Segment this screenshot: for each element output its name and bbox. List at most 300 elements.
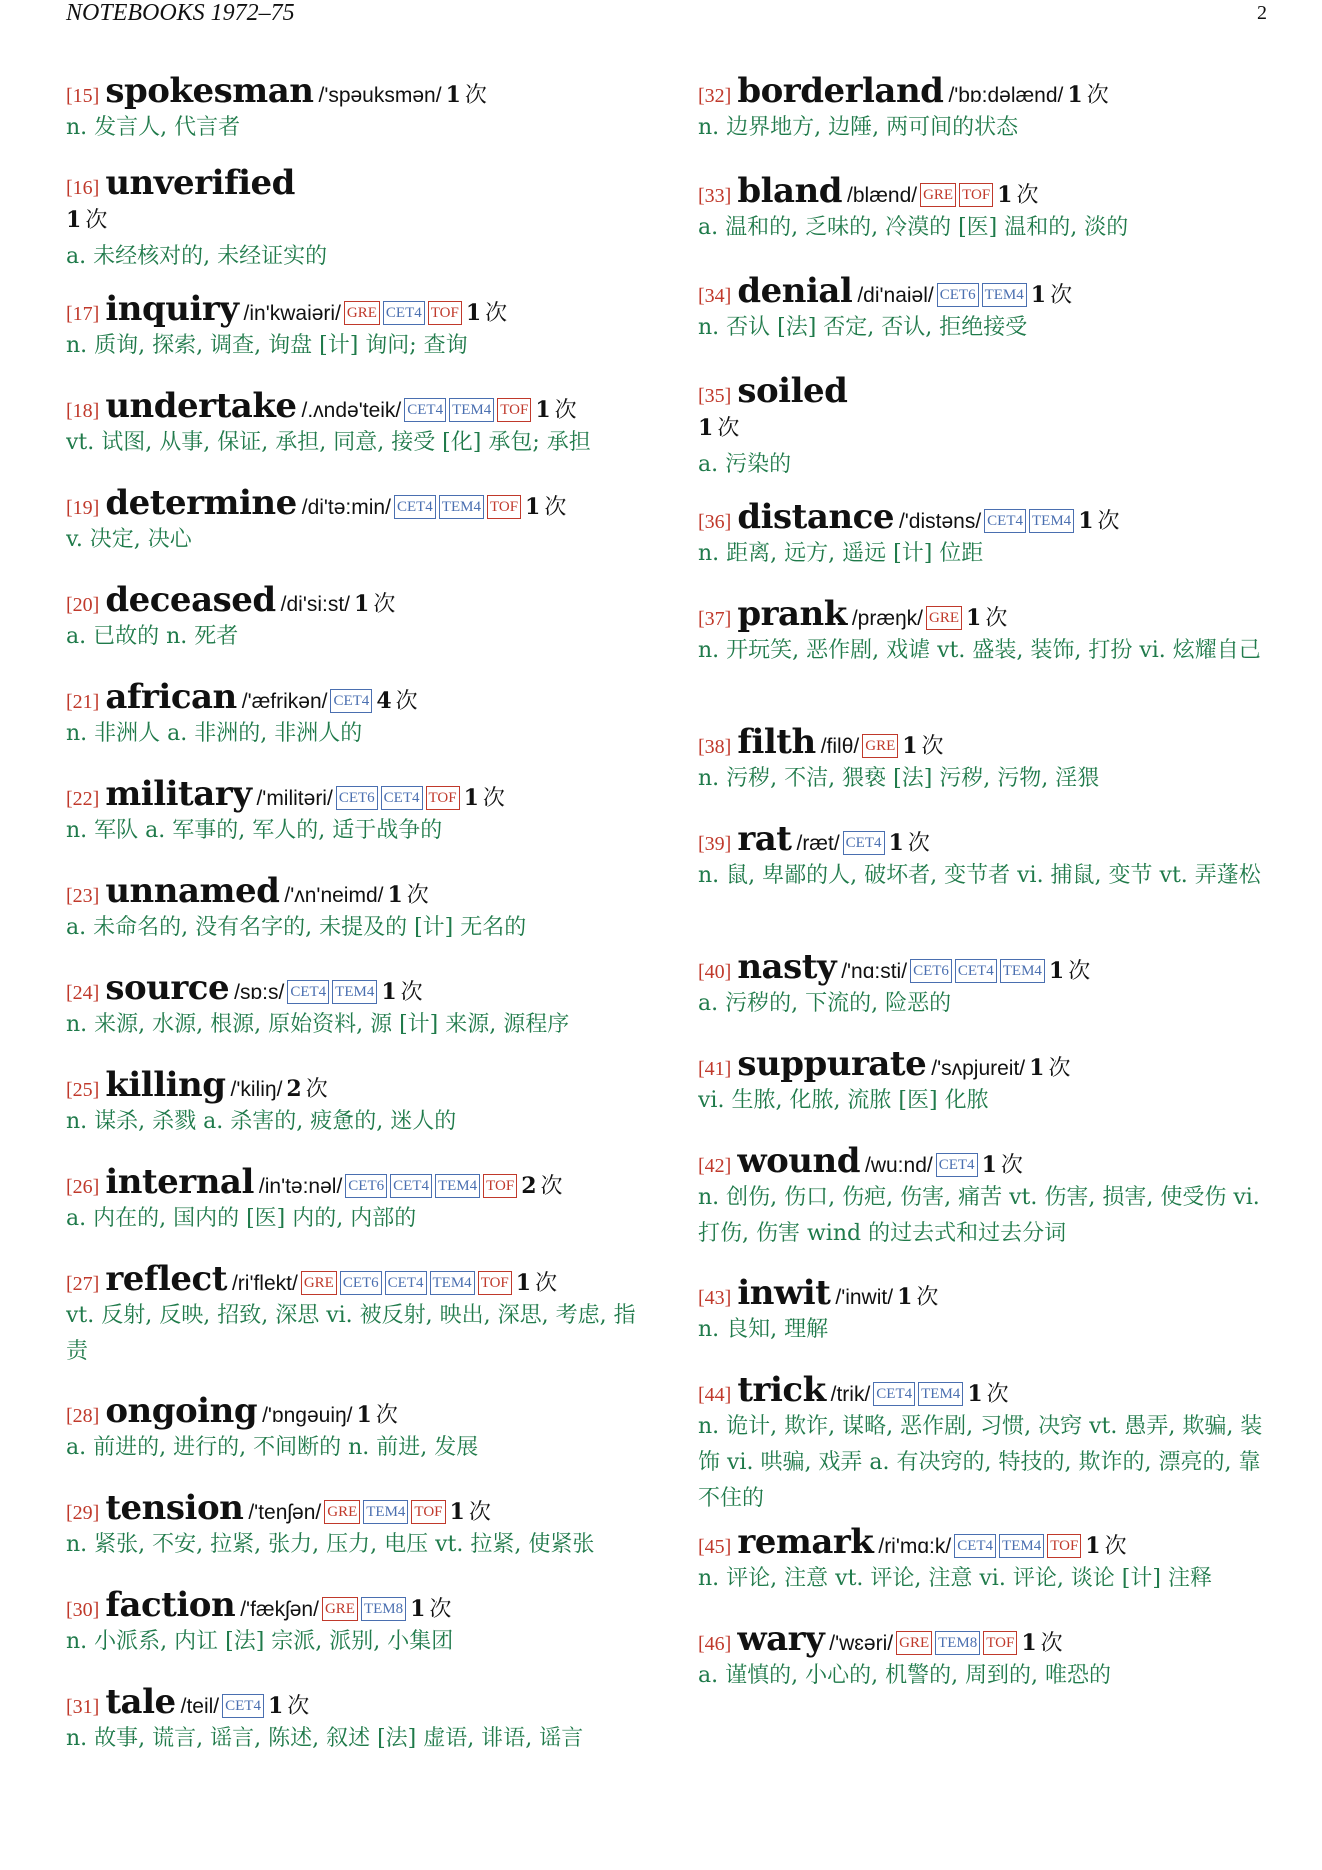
definition: a. 前进的, 进行的, 不间断的 n. 前进, 发展 bbox=[66, 1435, 479, 1460]
count-unit: 次 bbox=[468, 1500, 491, 1525]
definition: n. 发言人, 代言者 bbox=[66, 115, 241, 140]
frequency-count bbox=[1031, 283, 1072, 308]
exam-tag: GRE bbox=[926, 606, 962, 630]
headword: nasty bbox=[737, 948, 837, 987]
definition: n. 鼠, 卑鄙的人, 破坏者, 变节者 vi. 捕鼠, 变节 vt. 弄蓬松 bbox=[698, 863, 1261, 888]
phonetic: /ri'mɑ:k/ bbox=[878, 1535, 952, 1558]
definition: n. 开玩笑, 恶作剧, 戏谑 vt. 盛装, 装饰, 打扮 vi. 炫耀自己 bbox=[698, 638, 1261, 663]
count-unit: 次 bbox=[1048, 1056, 1071, 1081]
definition: n. 距离, 远方, 遥远 [计] 位距 bbox=[698, 541, 984, 566]
definition: a. 污染的 bbox=[698, 452, 792, 477]
definition: n. 非洲人 a. 非洲的, 非洲人的 bbox=[66, 721, 363, 746]
headword: tension bbox=[105, 1489, 244, 1528]
entry-headline bbox=[698, 1620, 1278, 1658]
entry-number: [16] bbox=[66, 177, 100, 199]
phonetic: /'bɒ:dəlænd/ bbox=[948, 84, 1064, 107]
vocab-entry bbox=[698, 948, 1278, 1045]
phonetic: /di'tə:min/ bbox=[301, 496, 391, 519]
frequency-count bbox=[1021, 1631, 1062, 1656]
definition: n. 评论, 注意 vt. 评论, 注意 vi. 评论, 谈论 [计] 注释 bbox=[698, 1566, 1212, 1591]
phonetic: /'tenʃən/ bbox=[248, 1501, 322, 1524]
entry-headline bbox=[66, 969, 646, 1007]
vocab-entry bbox=[698, 272, 1278, 372]
count-value: 1 bbox=[410, 1596, 426, 1622]
frequency-count bbox=[387, 883, 428, 908]
entry-number: [26] bbox=[66, 1176, 100, 1198]
definition: n. 来源, 水源, 根源, 原始资料, 源 [计] 来源, 源程序 bbox=[66, 1012, 570, 1037]
headword: undertake bbox=[105, 387, 297, 426]
count-value: 1 bbox=[463, 785, 479, 811]
entry-number: [18] bbox=[66, 400, 100, 422]
exam-tag: TEM4 bbox=[332, 980, 377, 1004]
frequency-count bbox=[698, 416, 739, 441]
frequency-count bbox=[1067, 83, 1108, 108]
exam-tag: TOF bbox=[411, 1500, 445, 1524]
entry-number: [19] bbox=[66, 497, 100, 519]
definition: vt. 试图, 从事, 保证, 承担, 同意, 接受 [化] 承包; 承担 bbox=[66, 430, 591, 455]
headword: deceased bbox=[105, 581, 276, 620]
entry-headline bbox=[66, 678, 646, 716]
entry-headline bbox=[698, 1274, 1278, 1312]
phonetic: /'sʌpjureit/ bbox=[931, 1057, 1026, 1080]
vocab-entry bbox=[66, 581, 646, 678]
frequency-count bbox=[997, 183, 1038, 208]
vocab-entry bbox=[698, 1274, 1278, 1371]
definition: n. 质询, 探索, 调查, 询盘 [计] 询问; 查询 bbox=[66, 333, 468, 358]
phonetic: /'fækʃən/ bbox=[240, 1598, 319, 1621]
headword: inquiry bbox=[105, 290, 239, 329]
phonetic: /sɒ:s/ bbox=[234, 981, 285, 1004]
exam-tag: TOF bbox=[478, 1271, 512, 1295]
vocab-entry bbox=[66, 1489, 646, 1586]
count-value: 1 bbox=[267, 1693, 284, 1719]
count-value: 1 bbox=[525, 494, 541, 520]
vocab-entry bbox=[66, 72, 646, 164]
exam-tag: CET6 bbox=[340, 1271, 382, 1295]
exam-tag: TEM4 bbox=[999, 1534, 1044, 1558]
entry-headline bbox=[66, 1392, 646, 1430]
count-unit: 次 bbox=[429, 1597, 452, 1622]
definition: v. 决定, 决心 bbox=[66, 527, 192, 552]
entry-headline bbox=[66, 581, 646, 619]
exam-tag: GRE bbox=[920, 183, 956, 207]
phonetic: /'kiliŋ/ bbox=[230, 1078, 283, 1101]
entry-number: [42] bbox=[698, 1155, 732, 1177]
definition: n. 边界地方, 边陲, 两可间的状态 bbox=[698, 115, 1019, 140]
vocab-entry bbox=[66, 872, 646, 969]
count-unit: 次 bbox=[544, 495, 567, 520]
definition: a. 未命名的, 没有名字的, 未提及的 [计] 无名的 bbox=[66, 915, 527, 940]
definition: vt. 反射, 反映, 招致, 深思 vi. 被反射, 映出, 深思, 考虑, 指责 bbox=[66, 1303, 636, 1364]
entry-headline bbox=[698, 820, 1278, 858]
frequency-count bbox=[889, 831, 930, 856]
frequency-count bbox=[66, 208, 107, 233]
left-column bbox=[66, 72, 646, 1780]
exam-tag: CET4 bbox=[843, 831, 885, 855]
vocab-entry bbox=[66, 1392, 646, 1489]
frequency-count bbox=[268, 1694, 309, 1719]
exam-tag: TOF bbox=[1047, 1534, 1081, 1558]
definition: n. 良知, 理解 bbox=[698, 1317, 829, 1342]
page-number: 2 bbox=[1257, 2, 1267, 24]
headword: internal bbox=[105, 1163, 254, 1202]
definition: a. 已故的 n. 死者 bbox=[66, 624, 239, 649]
exam-tag: GRE bbox=[322, 1597, 358, 1621]
phonetic: /trik/ bbox=[830, 1383, 871, 1406]
frequency-count bbox=[286, 1077, 327, 1102]
exam-tag: CET4 bbox=[404, 398, 446, 422]
count-unit: 次 bbox=[1000, 1153, 1023, 1178]
exam-tag: CET4 bbox=[955, 959, 997, 983]
phonetic: /'distəns/ bbox=[898, 510, 982, 533]
entry-headline bbox=[698, 595, 1278, 633]
entry-headline bbox=[66, 72, 646, 110]
count-unit: 次 bbox=[985, 606, 1008, 631]
headword: african bbox=[105, 678, 237, 717]
count-unit: 次 bbox=[986, 1382, 1009, 1407]
phonetic: /'nɑ:sti/ bbox=[841, 960, 908, 983]
frequency-count bbox=[1029, 1056, 1070, 1081]
headword: unnamed bbox=[105, 872, 280, 911]
count-unit: 次 bbox=[400, 980, 423, 1005]
headword: determine bbox=[105, 484, 297, 523]
entry-number: [25] bbox=[66, 1079, 100, 1101]
count-unit: 次 bbox=[375, 1403, 398, 1428]
definition: n. 谋杀, 杀戮 a. 杀害的, 疲惫的, 迷人的 bbox=[66, 1109, 457, 1134]
vocab-entry bbox=[66, 484, 646, 581]
entry-headline bbox=[66, 164, 646, 202]
frequency-count bbox=[1049, 959, 1090, 984]
frequency-count bbox=[902, 734, 943, 759]
count-value: 1 bbox=[888, 830, 904, 856]
phonetic: /'ʌn'neimd/ bbox=[284, 884, 384, 907]
headword: wound bbox=[737, 1142, 860, 1181]
exam-tag: TOF bbox=[487, 495, 521, 519]
entry-number: [43] bbox=[698, 1287, 732, 1309]
entry-number: [20] bbox=[66, 594, 100, 616]
headword: tale bbox=[105, 1683, 176, 1722]
entry-headline bbox=[698, 1371, 1278, 1409]
definition: a. 污秽的, 下流的, 险恶的 bbox=[698, 991, 952, 1016]
phonetic: /di'si:st/ bbox=[280, 593, 351, 616]
entry-headline bbox=[66, 1489, 646, 1527]
phonetic: /'wɛəri/ bbox=[829, 1632, 894, 1655]
vocab-entry bbox=[698, 172, 1278, 272]
vocab-entry bbox=[66, 387, 646, 484]
count-value: 1 bbox=[1078, 508, 1094, 534]
exam-tag: TEM4 bbox=[1029, 509, 1074, 533]
entry-number: [33] bbox=[698, 185, 732, 207]
definition: n. 创伤, 伤口, 伤疤, 伤害, 痛苦 vt. 伤害, 损害, 使受伤 vi. 打伤, 伤害 wind 的过去式和过去分词 bbox=[698, 1185, 1260, 1246]
definition: vi. 生脓, 化脓, 流脓 [医] 化脓 bbox=[698, 1088, 989, 1113]
phonetic: /præŋk/ bbox=[851, 607, 924, 630]
count-value: 1 bbox=[1029, 1055, 1045, 1081]
exam-tag: TEM4 bbox=[430, 1271, 475, 1295]
count-unit: 次 bbox=[907, 831, 930, 856]
frequency-count bbox=[521, 1174, 562, 1199]
entry-headline bbox=[66, 872, 646, 910]
entry-headline bbox=[66, 1586, 646, 1624]
count-value: 1 bbox=[515, 1270, 532, 1296]
count-value: 1 bbox=[354, 591, 370, 617]
count-unit: 次 bbox=[916, 1285, 939, 1310]
frequency-count bbox=[410, 1597, 451, 1622]
entry-headline bbox=[698, 1142, 1278, 1180]
exam-tag: TEM4 bbox=[449, 398, 494, 422]
frequency-count bbox=[535, 398, 576, 423]
header-title: NOTEBOOKS 1972–75 bbox=[66, 0, 295, 26]
vocab-entry bbox=[66, 775, 646, 872]
exam-tag: GRE bbox=[862, 734, 898, 758]
exam-tag: CET4 bbox=[984, 509, 1026, 533]
exam-tag: CET4 bbox=[287, 980, 329, 1004]
count-value: 1 bbox=[449, 1499, 465, 1525]
entry-headline bbox=[698, 172, 1278, 210]
exam-tag: CET6 bbox=[937, 283, 979, 307]
headword: inwit bbox=[737, 1274, 831, 1313]
phonetic: /'spəuksmən/ bbox=[318, 84, 442, 107]
count-unit: 次 bbox=[485, 301, 508, 326]
exam-tag: CET6 bbox=[910, 959, 952, 983]
frequency-count bbox=[897, 1285, 938, 1310]
count-value: 1 bbox=[535, 397, 551, 423]
count-value: 1 bbox=[981, 1152, 997, 1178]
entry-number: [41] bbox=[698, 1058, 732, 1080]
headword: military bbox=[105, 775, 252, 814]
right-column bbox=[698, 72, 1278, 1717]
frequency-count bbox=[357, 1403, 398, 1428]
count-value: 1 bbox=[381, 979, 397, 1005]
definition: n. 诡计, 欺诈, 谋略, 恶作剧, 习惯, 决窍 vt. 愚弄, 欺骗, 装饰 vi. 哄骗, 戏弄 a. 有决窍的, 特技的, 欺诈的, 漂亮的, 靠不住的 bbox=[698, 1414, 1263, 1511]
count-unit: 次 bbox=[1086, 83, 1109, 108]
exam-tag: GRE bbox=[896, 1631, 932, 1655]
entry-number: [17] bbox=[66, 303, 100, 325]
entry-number: [21] bbox=[66, 691, 100, 713]
count-unit: 次 bbox=[1097, 509, 1120, 534]
vocab-entry bbox=[66, 1586, 646, 1683]
frequency-count bbox=[464, 786, 505, 811]
count-unit: 次 bbox=[406, 883, 429, 908]
entry-number: [27] bbox=[66, 1273, 100, 1295]
vocab-entry bbox=[698, 820, 1278, 948]
frequency-count bbox=[376, 689, 417, 714]
count-unit: 次 bbox=[395, 689, 418, 714]
vocab-entry bbox=[698, 595, 1278, 723]
entry-number: [31] bbox=[66, 1696, 100, 1718]
entry-headline bbox=[66, 1163, 646, 1201]
definition: a. 温和的, 乏味的, 冷漠的 [医] 温和的, 淡的 bbox=[698, 215, 1129, 240]
exam-tag: CET4 bbox=[385, 1271, 427, 1295]
exam-tag: TEM4 bbox=[435, 1174, 480, 1198]
headword: spokesman bbox=[105, 72, 314, 111]
entry-number: [29] bbox=[66, 1502, 100, 1524]
entry-headline bbox=[66, 484, 646, 522]
definition: n. 军队 a. 军事的, 军人的, 适于战争的 bbox=[66, 818, 443, 843]
entry-headline bbox=[698, 272, 1278, 310]
exam-tag: TEM4 bbox=[439, 495, 484, 519]
headword: reflect bbox=[105, 1260, 227, 1299]
frequency-count bbox=[354, 592, 395, 617]
count-value: 1 bbox=[902, 733, 918, 759]
exam-tag: TOF bbox=[426, 786, 460, 810]
entry-number: [30] bbox=[66, 1599, 100, 1621]
headword: trick bbox=[737, 1371, 826, 1410]
headword: wary bbox=[737, 1620, 825, 1659]
vocab-entry bbox=[66, 290, 646, 387]
count-unit: 次 bbox=[1104, 1534, 1127, 1559]
entry-number: [40] bbox=[698, 961, 732, 983]
frequency-count bbox=[982, 1153, 1023, 1178]
vocab-entry bbox=[698, 498, 1278, 595]
exam-tag: TOF bbox=[983, 1631, 1017, 1655]
count-unit: 次 bbox=[717, 416, 740, 441]
headword: remark bbox=[737, 1523, 874, 1562]
entry-headline bbox=[698, 1045, 1278, 1083]
exam-tag: TEM8 bbox=[935, 1631, 980, 1655]
headword: faction bbox=[105, 1586, 236, 1625]
vocab-entry bbox=[698, 372, 1278, 498]
exam-tag: TEM4 bbox=[1000, 959, 1045, 983]
entry-number: [44] bbox=[698, 1384, 732, 1406]
count-unit: 次 bbox=[921, 734, 944, 759]
exam-tag: CET4 bbox=[222, 1694, 264, 1718]
exam-tag: CET4 bbox=[954, 1534, 996, 1558]
count-line bbox=[698, 410, 1278, 447]
headword: ongoing bbox=[105, 1392, 258, 1431]
count-value: 1 bbox=[1030, 282, 1047, 308]
frequency-count bbox=[966, 606, 1007, 631]
exam-tag: TEM4 bbox=[363, 1500, 408, 1524]
entry-number: [34] bbox=[698, 285, 732, 307]
exam-tag: CET4 bbox=[381, 786, 423, 810]
entry-headline bbox=[66, 1066, 646, 1104]
count-unit: 次 bbox=[373, 592, 396, 617]
headword: rat bbox=[737, 820, 792, 859]
frequency-count bbox=[516, 1271, 557, 1296]
vocab-entry bbox=[66, 1683, 646, 1780]
vocab-entry bbox=[66, 969, 646, 1066]
vocab-entry bbox=[66, 1066, 646, 1163]
entry-number: [35] bbox=[698, 385, 732, 407]
count-value: 2 bbox=[286, 1076, 302, 1102]
count-value: 1 bbox=[698, 415, 714, 441]
count-value: 1 bbox=[66, 207, 82, 233]
entry-headline bbox=[66, 1683, 646, 1721]
headword: suppurate bbox=[737, 1045, 927, 1084]
count-unit: 次 bbox=[482, 786, 505, 811]
definition: n. 紧张, 不安, 拉紧, 张力, 压力, 电压 vt. 拉紧, 使紧张 bbox=[66, 1532, 595, 1557]
entry-number: [36] bbox=[698, 511, 732, 533]
count-value: 1 bbox=[445, 82, 461, 108]
exam-tag: TOF bbox=[483, 1174, 517, 1198]
vocab-entry bbox=[66, 1163, 646, 1260]
count-value: 1 bbox=[465, 300, 482, 326]
entry-headline bbox=[698, 498, 1278, 536]
definition: a. 未经核对的, 未经证实的 bbox=[66, 244, 328, 269]
exam-tag: GRE bbox=[344, 301, 380, 325]
count-unit: 次 bbox=[287, 1694, 310, 1719]
entry-number: [45] bbox=[698, 1536, 732, 1558]
phonetic: /in'kwaiəri/ bbox=[243, 302, 341, 325]
frequency-count bbox=[450, 1500, 491, 1525]
phonetic: /ri'flekt/ bbox=[231, 1272, 298, 1295]
count-unit: 次 bbox=[535, 1271, 558, 1296]
count-unit: 次 bbox=[1050, 283, 1073, 308]
exam-tag: TOF bbox=[428, 301, 462, 325]
exam-tag: CET4 bbox=[394, 495, 436, 519]
headword: denial bbox=[737, 272, 853, 311]
exam-tag: GRE bbox=[301, 1271, 337, 1295]
count-unit: 次 bbox=[305, 1077, 328, 1102]
vocab-entry bbox=[698, 1371, 1278, 1523]
entry-number: [15] bbox=[66, 85, 100, 107]
phonetic: /'militəri/ bbox=[256, 787, 333, 810]
entry-headline bbox=[698, 1523, 1278, 1561]
entry-headline bbox=[698, 948, 1278, 986]
frequency-count bbox=[525, 495, 566, 520]
entry-number: [23] bbox=[66, 885, 100, 907]
frequency-count bbox=[1078, 509, 1119, 534]
frequency-count bbox=[381, 980, 422, 1005]
headword: bland bbox=[737, 172, 843, 211]
entry-headline bbox=[698, 72, 1278, 110]
frequency-count bbox=[967, 1382, 1008, 1407]
entry-headline bbox=[66, 290, 646, 328]
phonetic: /teil/ bbox=[180, 1695, 220, 1718]
exam-tag: TOF bbox=[959, 183, 993, 207]
definition: n. 否认 [法] 否定, 否认, 拒绝接受 bbox=[698, 315, 1028, 340]
vocab-entry bbox=[698, 1045, 1278, 1142]
count-value: 1 bbox=[897, 1284, 913, 1310]
definition: n. 小派系, 内讧 [法] 宗派, 派别, 小集团 bbox=[66, 1629, 454, 1654]
count-value: 1 bbox=[997, 182, 1013, 208]
vocab-entry bbox=[66, 164, 646, 290]
phonetic: /in'tə:nəl/ bbox=[258, 1175, 343, 1198]
phonetic: /'inwit/ bbox=[835, 1286, 894, 1309]
headword: borderland bbox=[737, 72, 944, 111]
headword: soiled bbox=[737, 372, 848, 411]
exam-tag: CET4 bbox=[330, 689, 372, 713]
exam-tag: CET4 bbox=[383, 301, 425, 325]
count-value: 1 bbox=[1021, 1630, 1037, 1656]
exam-tag: TOF bbox=[497, 398, 531, 422]
exam-tag: CET6 bbox=[336, 786, 378, 810]
phonetic: /.ʌndə'teik/ bbox=[301, 399, 402, 422]
count-unit: 次 bbox=[1068, 959, 1091, 984]
definition: a. 内在的, 国内的 [医] 内的, 内部的 bbox=[66, 1206, 417, 1231]
entry-number: [28] bbox=[66, 1405, 100, 1427]
phonetic: /'ɒngəuiŋ/ bbox=[262, 1404, 353, 1427]
headword: unverified bbox=[105, 164, 295, 203]
count-unit: 次 bbox=[85, 208, 108, 233]
count-unit: 次 bbox=[554, 398, 577, 423]
exam-tag: CET4 bbox=[873, 1382, 915, 1406]
count-value: 1 bbox=[1085, 1533, 1101, 1559]
vocab-entry bbox=[66, 1260, 646, 1392]
entry-number: [37] bbox=[698, 608, 732, 630]
vocab-entry bbox=[698, 72, 1278, 172]
phonetic: /'æfrikən/ bbox=[241, 690, 328, 713]
entry-number: [39] bbox=[698, 833, 732, 855]
count-value: 1 bbox=[1048, 958, 1065, 984]
exam-tag: TEM4 bbox=[982, 283, 1027, 307]
frequency-count bbox=[446, 83, 487, 108]
frequency-count bbox=[466, 301, 507, 326]
phonetic: /blænd/ bbox=[847, 184, 918, 207]
vocab-entry bbox=[698, 723, 1278, 820]
entry-headline bbox=[66, 1260, 646, 1298]
vocab-entry bbox=[698, 1620, 1278, 1717]
